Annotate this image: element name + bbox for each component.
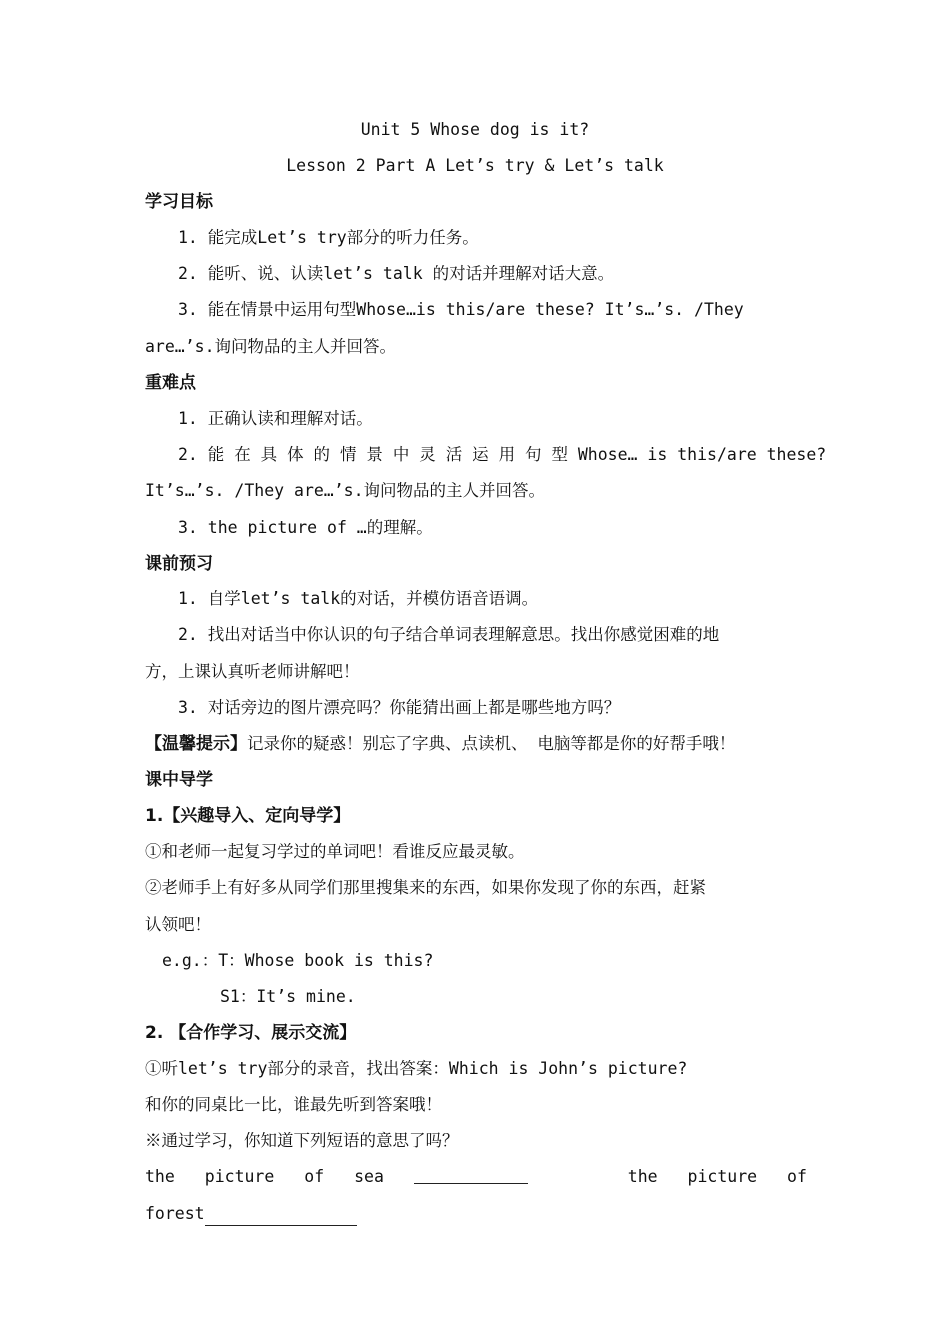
section1-item-2-cont: 认领吧！ (145, 915, 211, 934)
phrase-line (145, 1165, 807, 1189)
example-line-1: e.g.：T：Whose book is this? (162, 951, 434, 970)
phrase-word: of (787, 1167, 807, 1186)
section2-item-3: ※通过学习，你知道下列短语的意思了吗？ (145, 1131, 459, 1150)
answer-blank-sea[interactable] (414, 1165, 528, 1184)
document-title: Unit 5 Whose dog is it? (360, 120, 590, 139)
tip-text: 记录你的疑惑！别忘了字典、点读机、 电脑等都是你的好帮手哦！ (247, 734, 736, 753)
preview-item-3: 3. 对话旁边的图片漂亮吗？你能猜出画上都是哪些地方吗？ (178, 698, 621, 717)
goal-item-1: 1. 能完成Let’s try部分的听力任务。 (178, 228, 479, 247)
preview-item-2: 2. 找出对话当中你认识的句子结合单词表理解意思。找出你感觉困难的地 (178, 625, 720, 644)
example-line-2: S1：It’s mine. (220, 987, 356, 1006)
section2-item-2: 和你的同桌比一比，谁最先听到答案哦！ (145, 1095, 442, 1114)
goal-item-2: 2. 能听、说、认读let’s talk 的对话并理解对话大意。 (178, 264, 615, 283)
goals-heading: 学习目标 (145, 192, 213, 212)
keypoint-item-1: 1. 正确认读和理解对话。 (178, 409, 373, 428)
phrase-line-2 (145, 1202, 807, 1226)
phrase-word: the (627, 1167, 658, 1186)
section1-item-1: ①和老师一起复习学过的单词吧！看谁反应最灵敏。 (145, 842, 525, 861)
keypoint-item-2-cont: It’s…’s. /They are…’s.询问物品的主人并回答。 (145, 481, 546, 500)
preview-heading: 课前预习 (145, 554, 213, 574)
phrase-word: the (145, 1167, 175, 1186)
phrase-word: of (304, 1167, 325, 1186)
tip-line (145, 732, 807, 756)
tip-label: 【温馨提示】 (145, 734, 247, 754)
section1-heading: 1.【兴趣导入、定向导学】 (145, 806, 351, 826)
section1-item-2: ②老师手上有好多从同学们那里搜集来的东西，如果你发现了你的东西，赶紧 (145, 878, 706, 897)
phrase-word-forest: forest (145, 1204, 205, 1223)
spacer (558, 1165, 598, 1189)
goal-item-3: 3. 能在情景中运用句型Whose…is this/are these? It’s…’s. /They (178, 300, 744, 319)
goal-item-3-cont: are…’s.询问物品的主人并回答。 (145, 337, 397, 356)
section2-heading: 2. 【合作学习、展示交流】 (145, 1023, 357, 1043)
document-subtitle: Lesson 2 Part A Let’s try & Let’s talk (286, 156, 664, 175)
phrase-word: picture (687, 1167, 758, 1186)
keypoint-item-2: 2. 能 在 具 体 的 情 景 中 灵 活 运 用 句 型 Whose… is this/are these? (178, 445, 827, 464)
phrase-word: picture (204, 1167, 275, 1186)
keypoint-item-3: 3. the picture of …的理解。 (178, 518, 433, 537)
guide-heading: 课中导学 (145, 770, 213, 790)
preview-item-2-cont: 方，上课认真听老师讲解吧！ (145, 662, 360, 681)
phrase-word: sea (354, 1167, 384, 1186)
section2-item-1: ①听let’s try部分的录音，找出答案：Which is John’s picture? (145, 1059, 688, 1078)
preview-item-1: 1. 自学let’s talk的对话，并模仿语音语调。 (178, 589, 539, 608)
answer-blank-forest[interactable] (205, 1207, 357, 1226)
keypoints-heading: 重难点 (145, 373, 196, 393)
